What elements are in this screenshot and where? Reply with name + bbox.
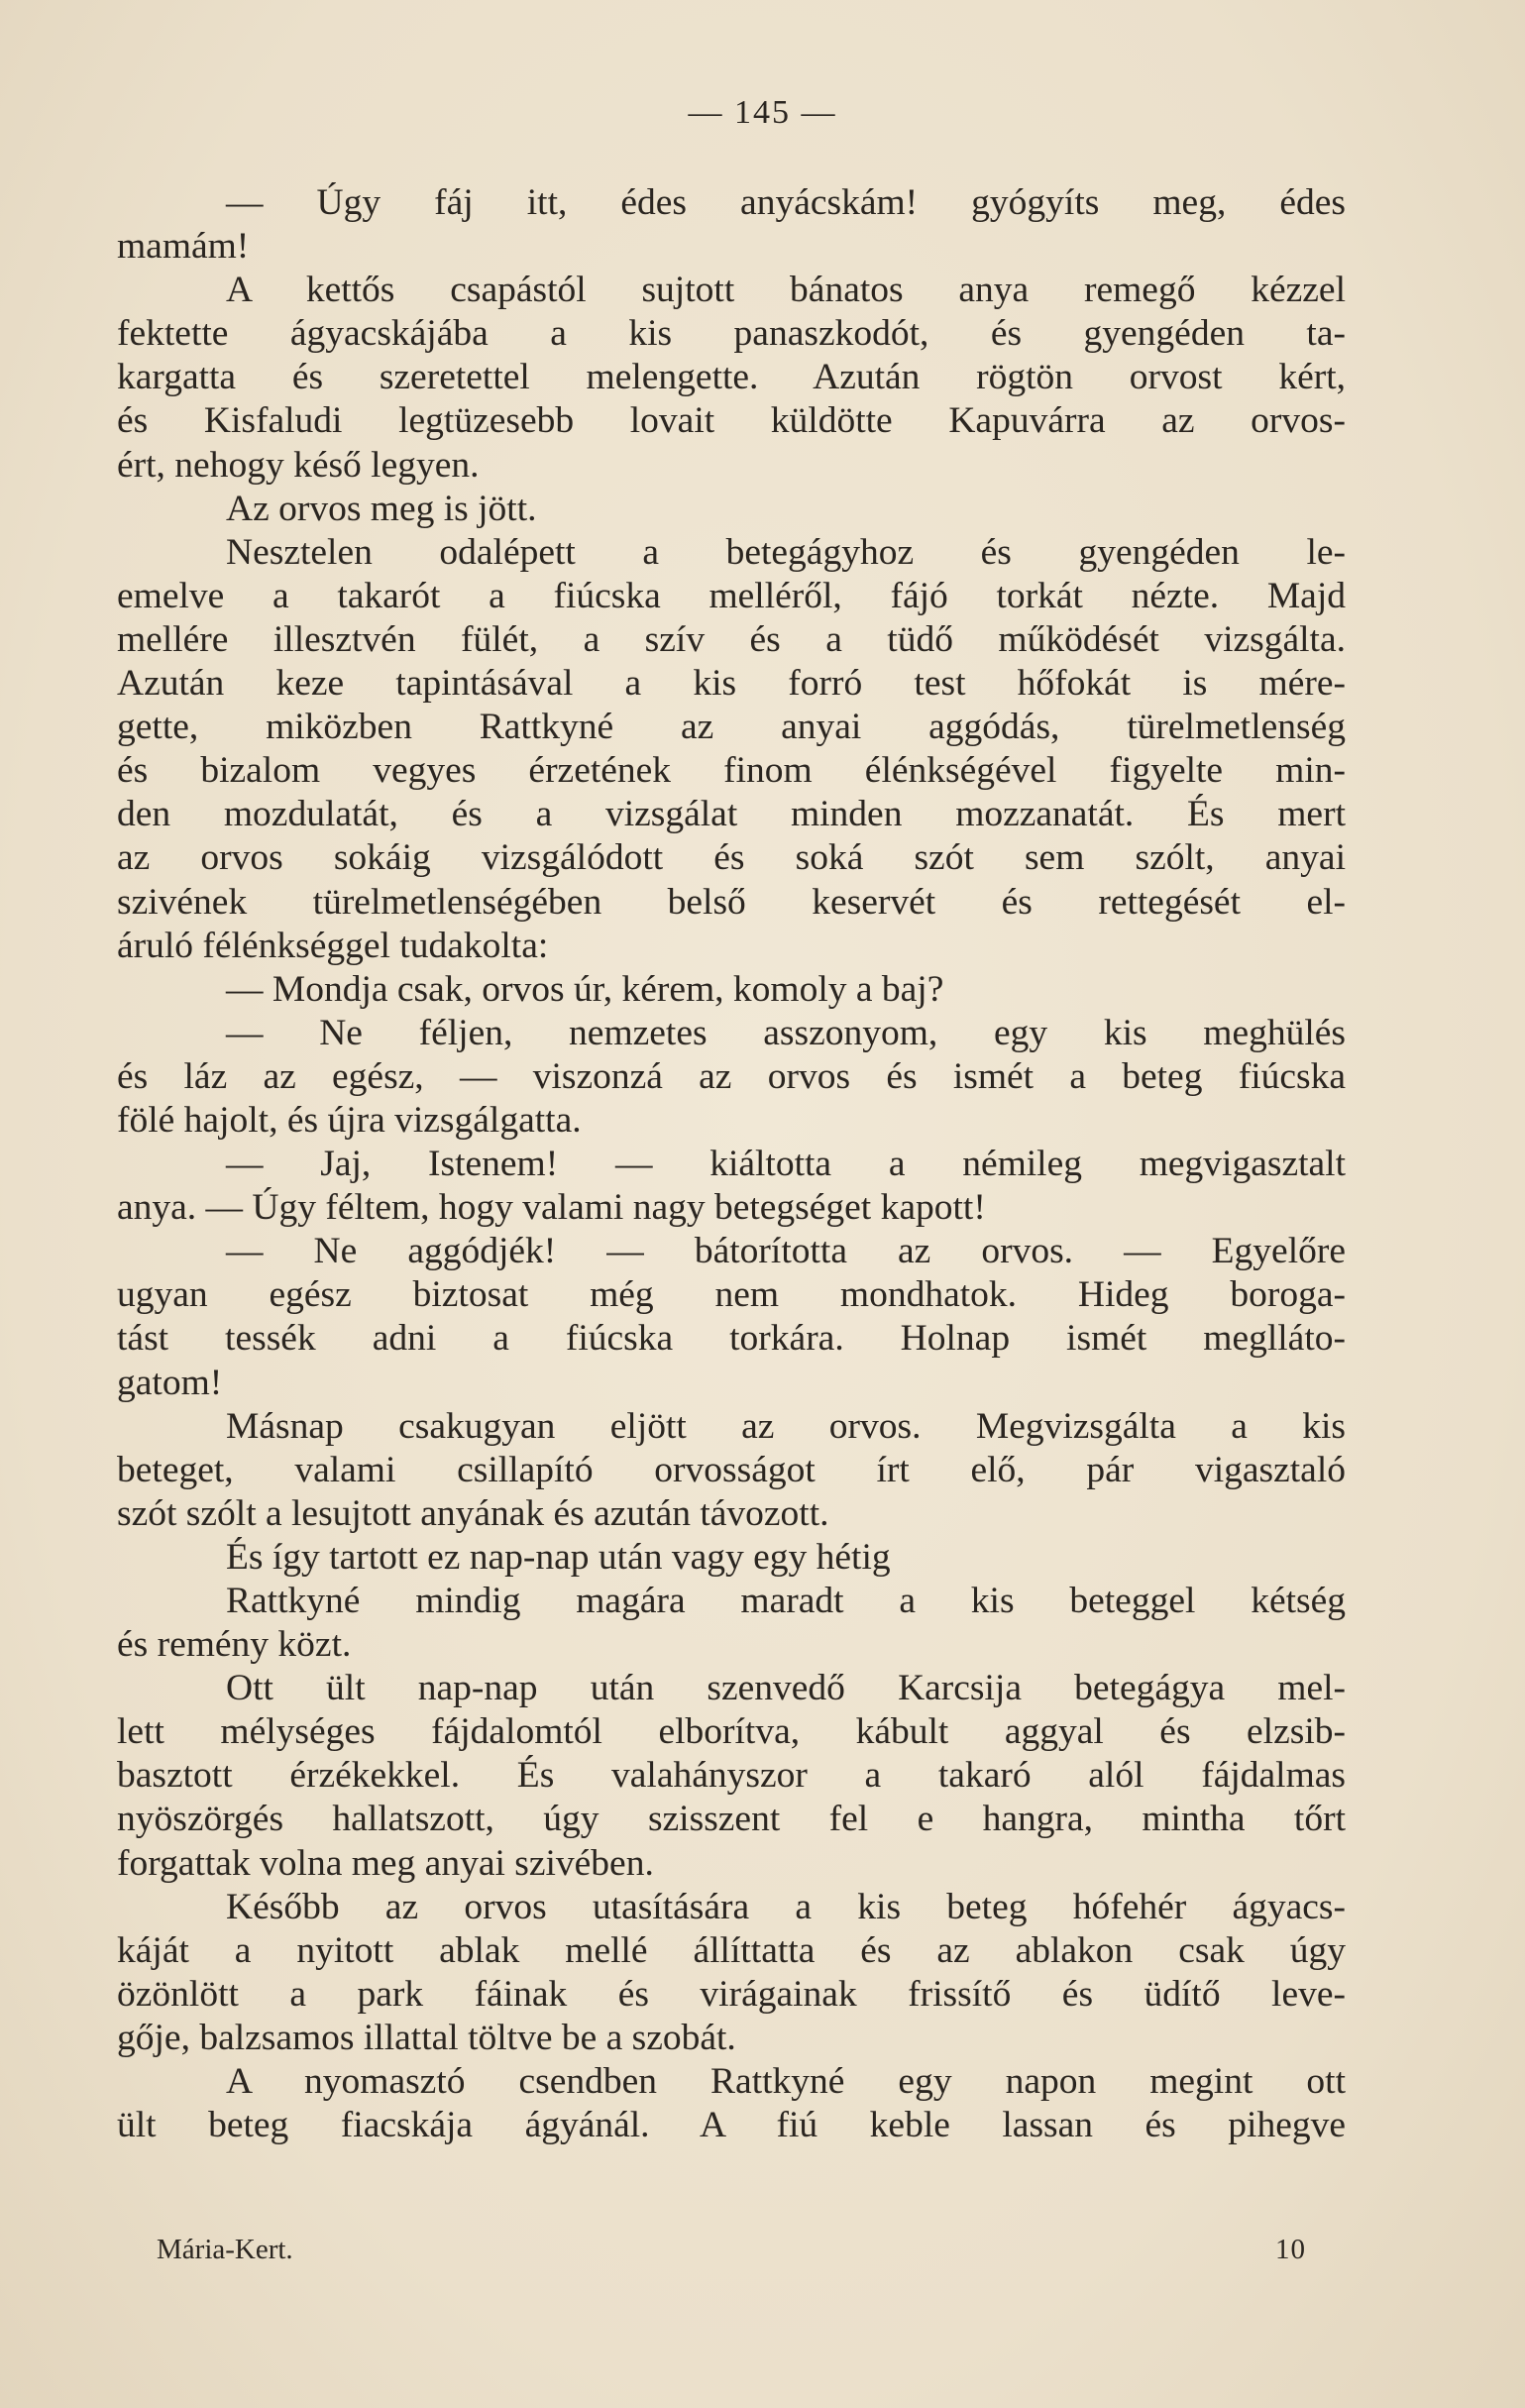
text-line: tást tessék adni a fiúcska torkára. Holnap ismét meglláto- bbox=[117, 1318, 1346, 1360]
text-line: kargatta és szeretettel melengette. Azután rögtön orvost kért, bbox=[117, 357, 1346, 398]
text-line: — Mondja csak, orvos úr, kérem, komoly a baj? bbox=[226, 968, 944, 1010]
text-line: és remény közt. bbox=[117, 1624, 352, 1666]
text-line: az orvos sokáig vizsgálódott és soká szót sem szólt, anyai bbox=[117, 837, 1346, 879]
text-line: És így tartott ez nap-nap után vagy egy hétig bbox=[226, 1536, 891, 1578]
text-line: basztott érzékekkel. És valahányszor a takaró alól fájdalmas bbox=[117, 1755, 1346, 1797]
text-line: gatom! bbox=[117, 1362, 223, 1403]
text-line: szót szólt a lesujtott anyának és azután távozott. bbox=[117, 1492, 829, 1534]
text-line: és Kisfaludi legtüzesebb lovait küldötte Kapuvárra az orvos- bbox=[117, 400, 1346, 442]
text-line: — Úgy fáj itt, édes anyácskám! gyógyíts meg, édes bbox=[226, 182, 1346, 223]
text-line: A nyomasztó csendben Rattkyné egy napon megint ott bbox=[226, 2061, 1346, 2103]
text-line: ült beteg fiacskája ágyánál. A fiú keble lassan és pihegve bbox=[117, 2105, 1346, 2146]
text-line: fölé hajolt, és újra vizsgálgatta. bbox=[117, 1099, 582, 1141]
text-line: — Ne aggódjék! — bátorította az orvos. — Egyelőre bbox=[226, 1231, 1346, 1272]
text-line: mellére illesztvén fülét, a szív és a tüdő működését vizsgálta. bbox=[117, 618, 1346, 660]
text-line: áruló félénkséggel tudakolta: bbox=[117, 925, 549, 966]
text-line: gője, balzsamos illattal töltve be a szobát. bbox=[117, 2017, 736, 2058]
text-line: nyöszörgés hallatszott, úgy szisszent fel e hangra, mintha tőrt bbox=[117, 1799, 1346, 1840]
text-line: szivének türelmetlenségében belső keservét és rettegését el- bbox=[117, 881, 1346, 923]
text-line: Azután keze tapintásával a kis forró test hőfokát is mére- bbox=[117, 663, 1346, 705]
text-line: beteget, valami csillapító orvosságot írt elő, pár vigasztaló bbox=[117, 1449, 1346, 1490]
text-line: és bizalom vegyes érzetének finom élénkségével figyelte min- bbox=[117, 750, 1346, 792]
text-line: den mozdulatát, és a vizsgálat minden mozzanatát. És mert bbox=[117, 794, 1346, 835]
text-line: és láz az egész, — viszonzá az orvos és ismét a beteg fiúcska bbox=[117, 1055, 1346, 1097]
text-line: Nesztelen odalépett a betegágyhoz és gyengéden le- bbox=[226, 531, 1346, 573]
text-line: — Ne féljen, nemzetes asszonyom, egy kis meghülés bbox=[226, 1012, 1346, 1053]
text-line: káját a nyitott ablak mellé állíttatta és az ablakon csak úgy bbox=[117, 1929, 1346, 1971]
text-line: — Jaj, Istenem! — kiáltotta a némileg megvigasztalt bbox=[226, 1144, 1346, 1185]
text-line: ugyan egész biztosat még nem mondhatok. Hideg boroga- bbox=[117, 1274, 1346, 1316]
text-line: Ott ült nap-nap után szenvedő Karcsija betegágya mel- bbox=[226, 1668, 1346, 1709]
text-line: lett mélységes fájdalomtól elborítva, kábult aggyal és elzsib- bbox=[117, 1711, 1346, 1753]
page-number: — 145 — bbox=[688, 94, 837, 131]
text-line: mamám! bbox=[117, 226, 250, 268]
body-text bbox=[117, 181, 1346, 2147]
text-line: fektette ágyacskájába a kis panaszkodót, és gyengéden ta- bbox=[117, 313, 1346, 355]
text-line: ért, nehogy késő legyen. bbox=[117, 444, 480, 486]
page-footer bbox=[157, 2230, 1306, 2269]
text-line: özönlött a park fáinak és virágainak frissítő és üdítő leve- bbox=[117, 1973, 1346, 2015]
text-line: Másnap csakugyan eljött az orvos. Megvizsgálta a kis bbox=[226, 1405, 1346, 1447]
text-line: anya. — Úgy féltem, hogy valami nagy betegséget kapott! bbox=[117, 1187, 986, 1229]
text-line: emelve a takarót a fiúcska melléről, fájó torkát nézte. Majd bbox=[117, 575, 1346, 616]
text-line: gette, miközben Rattkyné az anyai aggódás, türelmetlenség bbox=[117, 707, 1346, 748]
footer-signature: Mária-Kert. bbox=[157, 2234, 293, 2265]
text-line: A kettős csapástól sujtott bánatos anya remegő kézzel bbox=[226, 270, 1346, 311]
text-line: Rattkyné mindig magára maradt a kis beteggel kétség bbox=[226, 1581, 1346, 1621]
footer-sheet-number: 10 bbox=[1275, 2234, 1306, 2265]
text-line: Az orvos meg is jött. bbox=[226, 488, 537, 529]
text-line: forgattak volna meg anyai szivében. bbox=[117, 1842, 654, 1884]
text-line: Később az orvos utasítására a kis beteg hófehér ágyacs- bbox=[226, 1886, 1346, 1927]
